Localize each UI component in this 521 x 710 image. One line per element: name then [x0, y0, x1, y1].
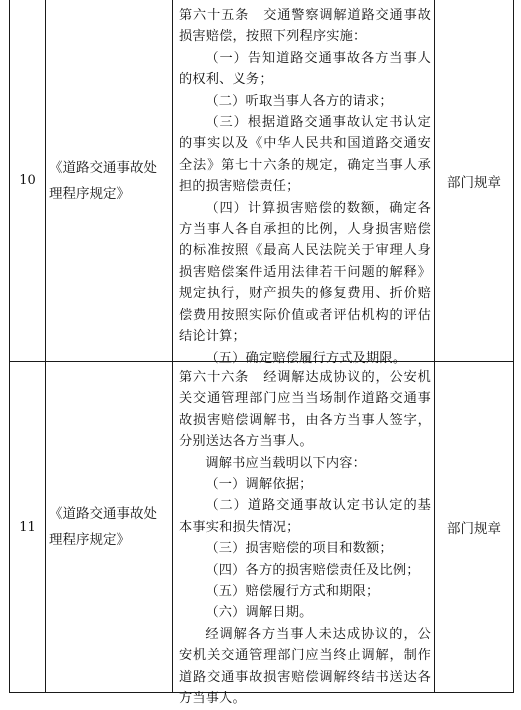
clause: （二）听取当事人各方的请求； — [205, 93, 393, 109]
clause: 调解书应当载明以下内容： — [205, 455, 367, 471]
article-heading: 第六十五条 交通警察调解道路交通事故损害赔偿，按照下列程序实施： — [179, 8, 431, 45]
clause: （一）告知道路交通事故各方当事人的权利、义务； — [179, 50, 431, 88]
clause: （一）调解依据； — [205, 477, 313, 493]
clause: （三）损害赔偿的项目和数额； — [205, 541, 393, 557]
clause: 经调解各方当事人未达成协议的，公安机关交通管理部门应当终止调解，制作道路交通事故损害赔偿调解终结书送达各方当事人。 — [179, 626, 431, 707]
clause: （二）道路交通事故认定书认定的基本事实和损失情况； — [179, 498, 431, 535]
clause: （五）确定赔偿履行方式及期限。 — [205, 350, 407, 366]
regulation-name: 《道路交通事故处理程序规定》 — [46, 0, 173, 361]
clause: （五）赔偿履行方式和期限； — [205, 584, 380, 600]
regulation-content — [173, 362, 435, 707]
clause: （四）各方的损害赔偿责任及比例； — [205, 562, 420, 578]
regulation-name: 《道路交通事故处理程序规定》 — [46, 362, 173, 692]
regulation-type: 部门规章 — [447, 521, 501, 537]
table-row — [10, 0, 513, 366]
clause: （三）根据道路交通事故认定书认定的事实以及《中华人民共和国道路交通安全法》第七十六条的规定，确定当事人承担的损害赔偿责任； — [179, 115, 431, 195]
table-row — [10, 362, 513, 707]
regulation-content — [173, 0, 435, 366]
article-heading: 第六十六条 经调解达成协议的，公安机关交通管理部门应当当场制作道路交通事故损害赔偿调解书，由各方当事人签字，分别送达各方当事人。 — [179, 370, 431, 450]
clause: （六）调解日期。 — [205, 605, 313, 621]
clause: （四）计算损害赔偿的数额，确定各方当事人各自承担的比例，人身损害赔偿的标准按照《最高人民法院关于审理人身损害赔偿案件适用法律若干问题的解释》规定执行，财产损失的修复费用、折价赔偿费用按照实际价值或者评估机构的评估结论计算； — [179, 200, 431, 345]
regulation-type: 部门规章 — [447, 174, 501, 191]
row-number: 10 — [10, 0, 46, 361]
regulation-table — [9, 0, 514, 707]
row-number: 11 — [10, 362, 46, 692]
